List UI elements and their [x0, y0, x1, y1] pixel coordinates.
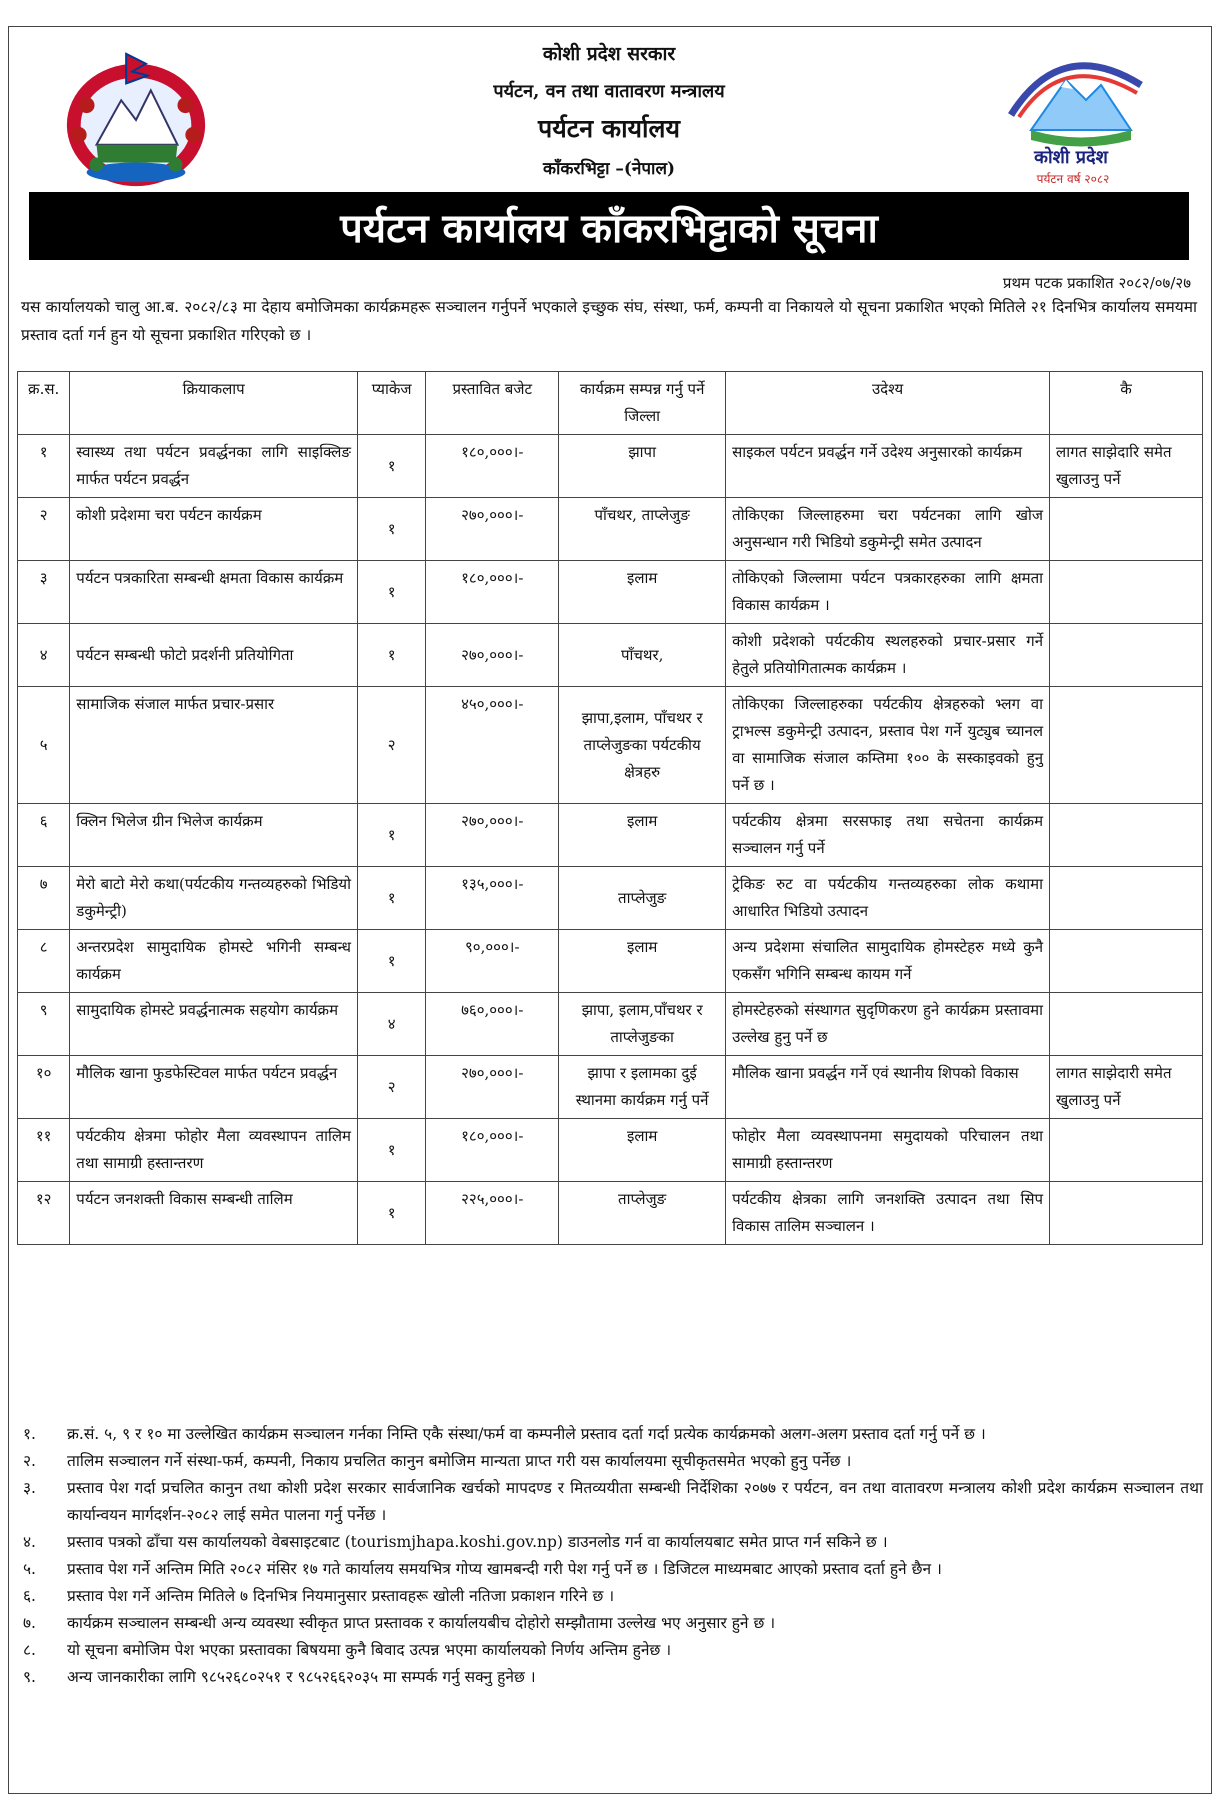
cell-activity: सामाजिक संजाल मार्फत प्रचार-प्रसार: [70, 687, 358, 804]
col-header-activity: क्रियाकलाप: [70, 372, 358, 435]
logo-subtitle: पर्यटन वर्ष २०८२: [1036, 172, 1110, 186]
cell-objective: मौलिक खाना प्रवर्द्धन गर्ने एवं स्थानीय शिपको विकास: [726, 1056, 1050, 1119]
cell-sn: ३: [18, 561, 70, 624]
table-row: [18, 624, 1203, 687]
government-name: कोशी प्रदेश सरकार: [542, 43, 676, 65]
cell-budget: २७०,०००।-: [426, 498, 559, 561]
cell-district: ताप्लेजुङ: [559, 1182, 726, 1245]
cell-objective: साइकल पर्यटन प्रवर्द्धन गर्ने उदेश्य अनुसारको कार्यक्रम: [726, 435, 1050, 498]
cell-package: ४: [357, 993, 425, 1056]
cell-activity: मौलिक खाना फुडफेस्टिवल मार्फत पर्यटन प्रवर्द्धन: [70, 1056, 358, 1119]
note-text: प्रस्ताव पेश गर्ने अन्तिम मितिले ७ दिनभित्र नियमानुसार प्रस्तावहरू खोली नतिजा प्रकाशन गरिने छ ।: [67, 1587, 615, 1605]
office-location: काँकरभिट्टा –(नेपाल): [542, 158, 676, 179]
cell-package: १: [357, 498, 425, 561]
cell-remarks: [1050, 930, 1203, 993]
list-item: [17, 1610, 1203, 1637]
cell-activity: पर्यटन जनशक्ती विकास सम्बन्धी तालिम: [70, 1182, 358, 1245]
cell-district: पाँचथर,: [559, 624, 726, 687]
logo-title: कोशी प्रदेश: [1034, 147, 1108, 168]
table-row: [18, 1119, 1203, 1182]
note-text: कार्यक्रम सञ्चालन सम्बन्धी अन्य व्यवस्था स्वीकृत प्राप्त प्रस्तावक र कार्यालयबीच दोहोरो सम्झौतामा उल्लेख भए अनुसार हुने छ ।: [67, 1614, 776, 1632]
col-header-remarks: कै: [1050, 372, 1203, 435]
cell-objective: तोकिएका जिल्लाहरुमा चरा पर्यटनका लागि खोज अनुसन्धान गरी भिडियो डकुमेन्ट्री समेत उत्पादन: [726, 498, 1050, 561]
koshi-tourism-logo-icon: [991, 45, 1151, 195]
cell-remarks: [1050, 993, 1203, 1056]
activity-table: [17, 371, 1203, 1245]
ministry-name: पर्यटन, वन तथा वातावरण मन्त्रालय: [493, 80, 725, 102]
cell-package: १: [357, 561, 425, 624]
list-item: [17, 1556, 1203, 1583]
cell-sn: ९: [18, 993, 70, 1056]
table-row: [18, 498, 1203, 561]
cell-objective: फोहोर मैला व्यवस्थापनमा समुदायको परिचालन तथा सामाग्री हस्तान्तरण: [726, 1119, 1050, 1182]
note-number: ९.: [23, 1668, 36, 1686]
cell-remarks: लागत साझेदारी समेत खुलाउनु पर्ने: [1050, 1056, 1203, 1119]
table-row: [18, 993, 1203, 1056]
cell-package: १: [357, 867, 425, 930]
list-item: [17, 1637, 1203, 1664]
cell-sn: ६: [18, 804, 70, 867]
note-text: यो सूचना बमोजिम पेश भएका प्रस्तावका बिषयमा कुनै बिवाद उत्पन्न भएमा कार्यालयको निर्णय अन्तिम हुनेछ ।: [67, 1641, 672, 1659]
cell-package: १: [357, 624, 425, 687]
cell-package: १: [357, 1182, 425, 1245]
intro-paragraph: यस कार्यालयको चालु आ.ब. २०८२/८३ मा देहाय बमोजिमका कार्यक्रमहरू सञ्चालन गर्नुपर्ने भएकाले इच्छुक संघ, संस्था, फर्म, कम्पनी वा निकायले यो सूचना प्रकाशित भएको मितिले २१ दिनभित्र कार्यालय समयमा प्रस्ताव दर्ता गर्न हुन यो सूचना प्रकाशित गरिएको छ ।: [21, 298, 1197, 344]
cell-budget: २७०,०००।-: [426, 624, 559, 687]
cell-district: इलाम: [559, 1119, 726, 1182]
table-row: [18, 561, 1203, 624]
cell-package: १: [357, 930, 425, 993]
cell-activity: सामुदायिक होमस्टे प्रवर्द्धनात्मक सहयोग कार्यक्रम: [70, 993, 358, 1056]
header-text: [309, 37, 909, 180]
cell-district: झापा: [559, 435, 726, 498]
table-row: [18, 1056, 1203, 1119]
cell-remarks: [1050, 624, 1203, 687]
cell-remarks: [1050, 561, 1203, 624]
table-header-row: [18, 372, 1203, 435]
cell-activity: पर्यटकीय क्षेत्रमा फोहोर मैला व्यवस्थापन तालिम तथा सामाग्री हस्तान्तरण: [70, 1119, 358, 1182]
cell-objective: ट्रेकिङ रुट वा पर्यटकीय गन्तव्यहरुका लोक कथामा आधारित भिडियो उत्पादन: [726, 867, 1050, 930]
cell-remarks: लागत साझेदारि समेत खुलाउनु पर्ने: [1050, 435, 1203, 498]
notes-list: [17, 1421, 1203, 1691]
nepal-emblem-icon: [57, 45, 215, 195]
cell-sn: ७: [18, 867, 70, 930]
cell-objective: पर्यटकीय क्षेत्रका लागि जनशक्ति उत्पादन तथा सिप विकास तालिम सञ्चालन ।: [726, 1182, 1050, 1245]
table-row: [18, 687, 1203, 804]
cell-objective: अन्य प्रदेशमा संचालित सामुदायिक होमस्टेहरु मध्ये कुनै एकसँग भगिनि सम्बन्ध कायम गर्ने: [726, 930, 1050, 993]
cell-package: १: [357, 804, 425, 867]
cell-remarks: [1050, 804, 1203, 867]
cell-budget: ४५०,०००।-: [426, 687, 559, 804]
note-number: ४.: [23, 1533, 36, 1551]
notice-header: [9, 27, 1213, 197]
list-item: [17, 1583, 1203, 1610]
cell-package: २: [357, 1056, 425, 1119]
table-row: [18, 930, 1203, 993]
note-number: १.: [23, 1425, 36, 1443]
col-header-sn: क्र.स.: [18, 372, 70, 435]
cell-remarks: [1050, 687, 1203, 804]
cell-sn: ८: [18, 930, 70, 993]
cell-objective: कोशी प्रदेशको पर्यटकीय स्थलहरुको प्रचार-प्रसार गर्ने हेतुले प्रतियोगितात्मक कार्यक्रम ।: [726, 624, 1050, 687]
cell-sn: १: [18, 435, 70, 498]
list-item: [17, 1448, 1203, 1475]
col-header-district: कार्यक्रम सम्पन्न गर्नु पर्ने जिल्ला: [559, 372, 726, 435]
cell-budget: १८०,०००।-: [426, 1119, 559, 1182]
cell-activity: मेरो बाटो मेरो कथा(पर्यटकीय गन्तव्यहरुको भिडियो डकुमेन्ट्री): [70, 867, 358, 930]
cell-district: इलाम: [559, 804, 726, 867]
cell-sn: ५: [18, 687, 70, 804]
col-header-package: प्याकेज: [357, 372, 425, 435]
table-row: [18, 867, 1203, 930]
notice-frame: [8, 26, 1212, 1794]
cell-sn: ४: [18, 624, 70, 687]
office-name: पर्यटन कार्यालय: [538, 114, 680, 144]
cell-activity: अन्तरप्रदेश सामुदायिक होमस्टे भगिनी सम्बन्ध कार्यक्रम: [70, 930, 358, 993]
table-row: [18, 804, 1203, 867]
col-header-budget: प्रस्तावित बजेट: [426, 372, 559, 435]
list-item: [17, 1664, 1203, 1691]
cell-activity: क्लिन भिलेज ग्रीन भिलेज कार्यक्रम: [70, 804, 358, 867]
table-row: [18, 435, 1203, 498]
cell-budget: २२५,०००।-: [426, 1182, 559, 1245]
cell-objective: तोकिएको जिल्लामा पर्यटन पत्रकारहरुका लागि क्षमता विकास कार्यक्रम ।: [726, 561, 1050, 624]
cell-budget: १३५,०००।-: [426, 867, 559, 930]
note-text: अन्य जानकारीका लागि ९८५२६८०२५१ र ९८५२६६२०३५ मा सम्पर्क गर्नु सक्नु हुनेछ ।: [67, 1668, 536, 1686]
cell-budget: १८०,०००।-: [426, 435, 559, 498]
cell-budget: २७०,०००।-: [426, 804, 559, 867]
cell-activity: कोशी प्रदेशमा चरा पर्यटन कार्यक्रम: [70, 498, 358, 561]
note-number: ८.: [23, 1641, 36, 1659]
cell-package: १: [357, 435, 425, 498]
cell-remarks: [1050, 1182, 1203, 1245]
note-number: ३.: [23, 1479, 36, 1497]
cell-district: झापा,इलाम, पाँचथर र ताप्लेजुङका पर्यटकीय क्षेत्रहरु: [559, 687, 726, 804]
cell-budget: ७६०,०००।-: [426, 993, 559, 1056]
note-number: ६.: [23, 1587, 36, 1605]
table-row: [18, 1182, 1203, 1245]
notice-banner: पर्यटन कार्यालय काँकरभिट्टाको सूचना: [29, 192, 1189, 260]
cell-budget: १८०,०००।-: [426, 561, 559, 624]
list-item: [17, 1475, 1203, 1529]
cell-objective: होमस्टेहरुको संस्थागत सुदृणिकरण हुने कार्यक्रम प्रस्तावमा उल्लेख हुनु पर्ने छ: [726, 993, 1050, 1056]
cell-activity: पर्यटन सम्बन्धी फोटो प्रदर्शनी प्रतियोगिता: [70, 624, 358, 687]
note-text: क्र.सं. ५, ९ र १० मा उल्लेखित कार्यक्रम सञ्चालन गर्नका निम्ति एकै संस्था/फर्म वा कम्पनीले प्रस्ताव दर्ता गर्दा प्रत्येक कार्यक्रमको अलग-अलग प्रस्ताव दर्ता गर्नु पर्ने छ ।: [67, 1425, 986, 1443]
cell-activity: स्वास्थ्य तथा पर्यटन प्रवर्द्धनका लागि साइक्लिङ मार्फत पर्यटन प्रवर्द्धन: [70, 435, 358, 498]
cell-sn: १२: [18, 1182, 70, 1245]
cell-district: इलाम: [559, 561, 726, 624]
cell-district: झापा, इलाम,पाँचथर र ताप्लेजुङका: [559, 993, 726, 1056]
note-text: तालिम सञ्चालन गर्ने संस्था-फर्म, कम्पनी, निकाय प्रचलित कानुन बमोजिम मान्यता प्राप्त गरी यस कार्यालयमा सूचीकृतसमेत भएको हुनु पर्नेछ ।: [67, 1452, 852, 1470]
note-text: प्रस्ताव पत्रको ढाँचा यस कार्यालयको वेबसाइटबाट (tourismjhapa.koshi.gov.np) डाउनलोड गर्न वा कार्यालयबाट समेत प्राप्त गर्न सकिने छ ।: [67, 1533, 888, 1551]
cell-district: पाँचथर, ताप्लेजुङ: [559, 498, 726, 561]
cell-budget: २७०,०००।-: [426, 1056, 559, 1119]
cell-district: ताप्लेजुङ: [559, 867, 726, 930]
col-header-objective: उदेश्य: [726, 372, 1050, 435]
note-text: प्रस्ताव पेश गर्ने अन्तिम मिति २०८२ मंसिर १७ गते कार्यालय समयभित्र गोप्य खामबन्दी गरी पेश गर्नु पर्ने छ । डिजिटल माध्यमबाट आएको प्रस्ताव दर्ता हुने छैन ।: [67, 1560, 942, 1578]
cell-district: झापा र इलामका दुई स्थानमा कार्यक्रम गर्नु पर्ने: [559, 1056, 726, 1119]
publication-date: प्रथम पटक प्रकाशित २०८२/०७/२७: [1002, 274, 1191, 292]
cell-sn: १०: [18, 1056, 70, 1119]
note-number: २.: [23, 1452, 36, 1470]
cell-district: इलाम: [559, 930, 726, 993]
note-number: ७.: [23, 1614, 36, 1632]
note-number: ५.: [23, 1560, 36, 1578]
list-item: [17, 1529, 1203, 1556]
note-text: प्रस्ताव पेश गर्दा प्रचलित कानुन तथा कोशी प्रदेश सरकार सार्वजानिक खर्चको मापदण्ड र मितव्ययीता सम्बन्धी निर्देशिका २०७७ र पर्यटन, वन तथा वातावरण मन्त्रालय कोशी प्रदेश कार्यक्रम सञ्चालन तथा कार्यान्वयन मार्गदर्शन-२०८२ लाई समेत पालना गर्नु पर्नेछ ।: [67, 1479, 1203, 1524]
cell-remarks: [1050, 867, 1203, 930]
cell-sn: ११: [18, 1119, 70, 1182]
cell-objective: पर्यटकीय क्षेत्रमा सरसफाइ तथा सचेतना कार्यक्रम सञ्चालन गर्नु पर्ने: [726, 804, 1050, 867]
cell-package: १: [357, 1119, 425, 1182]
cell-budget: ९०,०००।-: [426, 930, 559, 993]
list-item: [17, 1421, 1203, 1448]
cell-objective: तोकिएका जिल्लाहरुका पर्यटकीय क्षेत्रहरुको भ्लग वा ट्राभल्स डकुमेन्ट्री उत्पादन, प्रस्ताव पेश गर्ने युट्युब च्यानल वा सामाजिक संजाल कम्तिमा १०० के सस्काइवको हुनु पर्ने छ ।: [726, 687, 1050, 804]
cell-remarks: [1050, 498, 1203, 561]
cell-remarks: [1050, 1119, 1203, 1182]
cell-activity: पर्यटन पत्रकारिता सम्बन्धी क्षमता विकास कार्यक्रम: [70, 561, 358, 624]
cell-sn: २: [18, 498, 70, 561]
cell-package: २: [357, 687, 425, 804]
